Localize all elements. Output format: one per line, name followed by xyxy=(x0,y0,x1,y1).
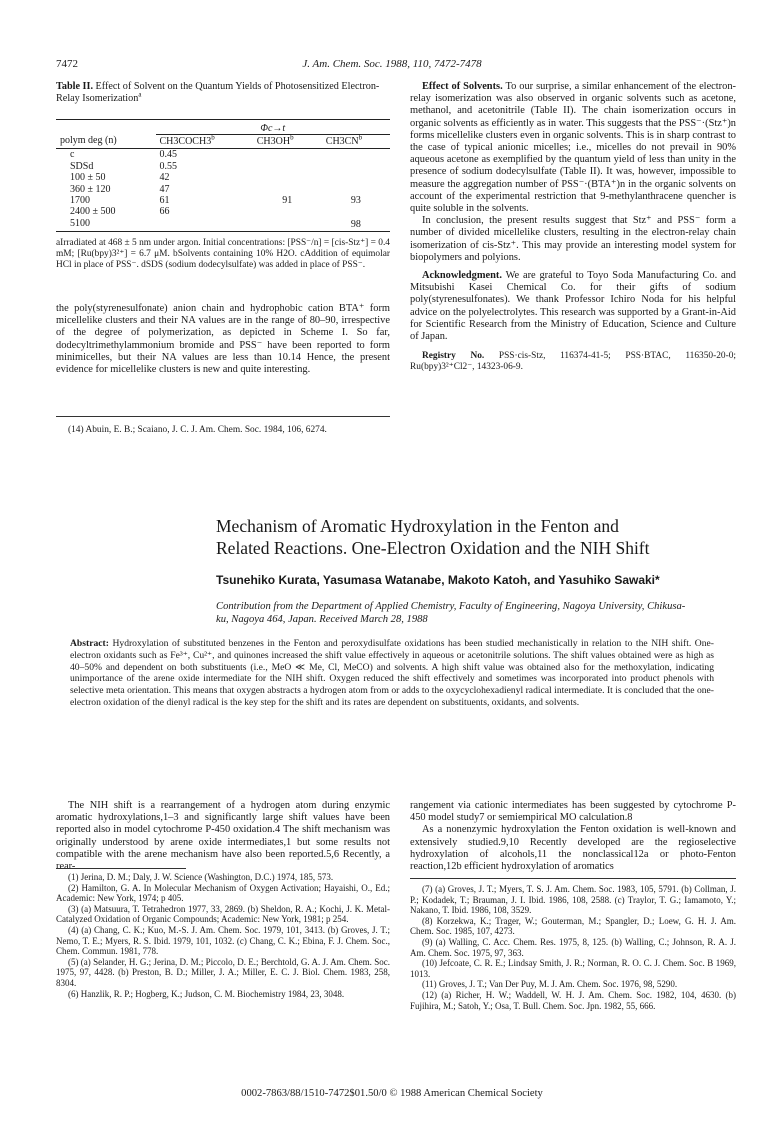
abstract-text: Hydroxylation of substituted benzenes in the Fenton and peroxydisulfate oxidations has been studied mechanistically in relation to the NIH shift. One-electron oxidants such as Fe³⁺, Cu²⁺, and quinones increased the shift value effectively in aqueous or acetonitrile solutions. The shift values obtained were as high as 40–50% and dependent on both substituents (i.e., MeO ≪ Me, Cl, MeCO) and solvents. A high shift value was obtained also for the methoxylation, indicating unimportance of the arene oxide intermediate for the NIH shift. Oxygen reduced the shift effectively and sometimes was incorporated into product phenols with selective meta orientation. This means that oxygen abstracts a hydrogen atom from or adds to the oxycyclohexadienyl radical intermediate. It is concluded that the one-electron oxidation of the dienyl radical is the key step for the shift and its rates are dependent on substituents, oxidants, and solvents. xyxy=(70,638,714,708)
col-header-acetone: CH3COCH3$^b$ xyxy=(159,133,215,148)
footnote-14: (14) Abuin, E. B.; Scaiano, J. C. J. Am. Chem. Soc. 1984, 106, 6274. xyxy=(68,425,327,435)
ack-heading: Acknowledgment. xyxy=(422,270,502,282)
affiliation: Contribution from the Department of Applied Chemistry, Faculty of Engineering, Nagoya University, Chikusa-ku, Nagoya 464, Japan. Received March 28, 1988 xyxy=(216,601,686,625)
table-notes: aIrradiated at 468 ± 5 nm under argon. Initial concentrations: [PSS⁻/n] = [cis-Stz⁺] = 0.4 mM; [Ru(bpy)3²⁺] = 6.7 μM. bSolvents containing 10% H2O. cAddition of equimolar HCl in place of PSS⁻. dSDS (sodium dodecylsulfate) was added in place of PSS⁻. xyxy=(56,238,390,270)
table-caption-text: Effect of Solvent on the Quantum Yields of Photosensitized Electron-Relay Isomerization xyxy=(56,81,380,104)
col-header-acetonitrile: $CH3CN^b$ xyxy=(325,133,363,148)
left-column-text xyxy=(56,303,390,376)
journal-header: J. Am. Chem. Soc. 1988, 110, 7472-7478 xyxy=(302,58,482,70)
footnote-rule xyxy=(56,416,390,417)
col-header-methanol: $CH3OH^b$ xyxy=(256,133,294,148)
table-row: SDSd 0.55 xyxy=(70,160,178,172)
registry-paragraph: Registry No. PSS·cis-Stz, 116374-41-5; PSS·BTAC, 116350-20-0; Ru(bpy)3²⁺Cl2⁻, 14323-06-9. xyxy=(410,351,737,373)
footnotes-left: (1) Jerina, D. M.; Daly, J. W. Science (Washington, D.C.) 1974, 185, 573. (2) Hamilton, G. A. In Molecular Mechanism of Oxygen Activation; Hayaishi, O., Ed.; Academic: New York, 1974; p 405. (3) (a) Matsuura, T. Tetrahedron 1977, 33, 2869. (b) Sheldon, R. A.; Kochi, J. K. Metal-Catalyzed Oxidation of Organic Compounds; Academic: New York, 1981; p 254. (4) (a) Chang, C. K.; Kuo, M.-S. J. Am. Chem. Soc. 1979, 101, 3413. (b) Groves, J. T.; Nemo, T. E.; Myers, R. S. Ibid. 1979, 101, 1032. (c) Chang, C. K.; Ebina, F. J. Chem. Soc., Chem. Commun. 1981, 778. (5) (a) Selander, H. G.; Jerina, D. M.; Piccolo, D. E.; Berchtold, G. A. J. Am. Chem. Soc. 1975, 97, 4428. (b) Preston, B. D.; Miller, J. A.; Miller, E. C. J. Biol. Chem. 1983, 258, 8304. (6) Hanzlik, R. P.; Hogberg, K.; Judson, C. M. Biochemistry 1984, 23, 3048. xyxy=(56,872,390,999)
footnotes-right: (7) (a) Groves, J. T.; Myers, T. S. J. Am. Chem. Soc. 1983, 105, 5791. (b) Collman, J. P.; Kodadek, T.; Brauman, J. I. Ibid. 1986, 108, 2588. (c) Traylor, T. G.; Iamamoto, Y.; Nakano, T. Ibid. 1986, 108, 3529. (8) Korzekwa, K.; Trager, W.; Gouterman, M.; Spangler, D.; Loew, G. H. J. Am. Chem. Soc. 1985, 107, 4273. (9) (a) Walling, C. Acc. Chem. Res. 1975, 8, 125. (b) Walling, C.; Johnson, R. A. J. Am. Chem. Soc. 1975, 97, 363. (10) Jefcoate, C. R. E.; Lindsay Smith, J. R.; Norman, R. O. C. J. Chem. Soc. B 1969, 1013. (11) Groves, J. T.; Van Der Puy, M. J. Am. Chem. Soc. 1976, 98, 5290. (12) (a) Richer, H. W.; Waddell, W. H. J. Am. Chem. Soc. 1982, 104, 4630. (b) Fujihira, M.; Satoh, Y.; Osa, T. Bull. Chem. Soc. Jpn. 1982, 55, 666. xyxy=(410,884,736,1011)
body-right: rangement via cationic intermediates has been suggested by cytochrome P-450 model study7 or semiempirical MO calculation.8 As a nonenzymic hydroxylation the Fenton oxidation is well-known and extensively studied.9,10 Recently developed are the regioselective hydroxylation of alcohols,11 the nonclassical12a or photo-Fenton reaction,12b efficient hydroxylation of aromatics xyxy=(410,800,736,873)
left-paragraph: the poly(styrenesulfonate) anion chain and hydrophobic cation BTA⁺ form micellelike clusters and their NA values are in the range of 80–90, irrespective of the degree of polymerization, as depicted in Scheme I. So far, dodecyltrimethylammonium bromide and PSS⁻ have been reported to form minimicelles, but their NA values are less than 10.14 Hence, the present evidence for micellelike clusters is new and quite interesting. xyxy=(56,303,390,376)
body-left: The NIH shift is a rearrangement of a hydrogen atom during enzymic aromatic hydroxylations,1–3 and significantly large shift values have been reported also in model cytochrome P-450 oxidation.4 The shift mechanism was originally understood by arene oxide intermediates,1 but some results not compatible with the arene mechanism have also been reported.5,6 Recently, a rear- xyxy=(56,800,390,873)
footnote-rule-left xyxy=(56,868,186,869)
table-row: 1700 61 91 93 xyxy=(70,194,361,206)
table-row: 5100 98 xyxy=(56,218,390,232)
copyright-footer: 0002-7863/88/1510-7472$01.50/0 © 1988 American Chemical Society xyxy=(241,1088,543,1099)
table-row: c 0.45 xyxy=(70,149,178,161)
table-row: 2400 ± 500 66 xyxy=(70,206,170,218)
effect-of-solvents-paragraph: Effect of Solvents. To our surprise, a similar enhancement of the electron-relay isomerization was also observed in organic solvents such as acetone, methanol, and acetonitrile (Table II). The chain isomerization occurs in organic solvents as efficiently as in water. This suggests that the PSS⁻·(Stz⁺)n forms micellelike clusters even in organic solvents. This is in sharp contrast to the case of typical anionic micelles; i.e., micelles do not prevail in 90% aqueous acetone as exemplified by the quantum yield of less than unity in the presence of sodium dodecylsulfate (Table II). It was, however, impossible to measure the aggregation number of PSS⁻·(BTA⁺)n in the organic solvents on account of the experimental restriction that 9-methylanthracene quencher is quite soluble in the solvents. xyxy=(410,81,736,215)
right-column-text xyxy=(410,81,736,373)
col-header-polym: polym deg (n) xyxy=(60,134,117,146)
article-title: Mechanism of Aromatic Hydroxylation in the Fenton and Related Reactions. One-Electron Oxidation and the NIH Shift xyxy=(216,516,650,558)
table-row: 100 ± 50 42 xyxy=(70,172,170,184)
solvent-effect-table xyxy=(56,119,390,232)
conclusion-paragraph: In conclusion, the present results suggest that Stz⁺ and PSS⁻ form a number of divided micellelike clusters, resulting in the electron-relay chain isomerization of cis-Stz⁺. This may provide an interesting model system for biopolymers and polyions. xyxy=(410,215,736,263)
abstract xyxy=(70,638,714,709)
effect-heading: Effect of Solvents. xyxy=(422,81,503,92)
footnote-rule-right xyxy=(410,878,736,879)
table-caption-label: Table II. xyxy=(56,81,93,92)
page-number: 7472 xyxy=(56,58,78,70)
table-row: 360 ± 120 47 xyxy=(70,183,170,195)
registry-heading: Registry No. xyxy=(422,351,485,362)
table-caption-sup: a xyxy=(138,90,142,99)
acknowledgment-paragraph: Acknowledgment. We are grateful to Toyo Soda Manufacturing Co. and Mitsubishi Kasei Chemical Co. for their gifts of sodium poly(styrenesulfonates). We thank Professor Ichiro Noda for his helpful advice on the polyelectrolytes. This research was supported by a Grant-in-Aid for Scientific Research from the Ministry of Education, Science and Culture of Japan. xyxy=(410,270,736,343)
abstract-label: Abstract: xyxy=(70,638,109,649)
table-caption xyxy=(56,81,390,105)
authors: Tsunehiko Kurata, Yasumasa Watanabe, Makoto Katoh, and Yasuhiko Sawaki* xyxy=(216,573,660,587)
phi-header: Φc→t xyxy=(156,120,390,135)
